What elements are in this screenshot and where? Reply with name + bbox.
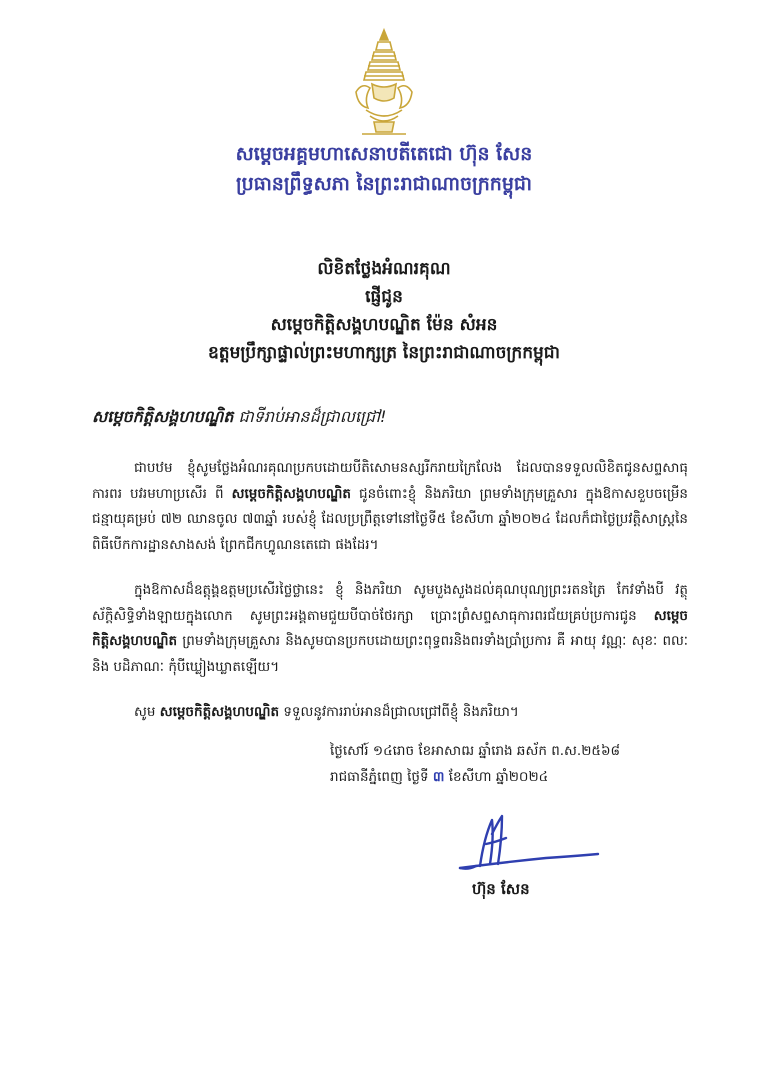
salutation-rest: ជាទីរាប់អានដ៏ជ្រាលជ្រៅ!: [233, 407, 387, 426]
letter-title: លិខិតថ្លែងអំណរគុណ: [317, 259, 451, 279]
handwritten-signature-icon: [446, 808, 606, 878]
body-paragraph-1: [92, 456, 688, 558]
p1-recipient: សម្តេចកិត្តិសង្គហបណ្ឌិត: [231, 485, 351, 502]
handwritten-day: ៣: [432, 769, 445, 785]
p3-text-a: សូម: [134, 704, 160, 720]
recipient-name: សម្តេចកិត្តិសង្គហបណ្ឌិត ម៉ែន សំអន: [270, 315, 498, 335]
body-paragraph-3: [92, 700, 688, 726]
place-date: [330, 768, 690, 788]
signer-name: ហ៊ុន សែន: [472, 880, 530, 898]
salutation: [92, 406, 692, 430]
sender-title: សម្តេចអគ្គមហាសេនាបតីតេជោ ហ៊ុន សែន: [235, 143, 533, 165]
recipient-position: ឧត្តមប្រឹក្សាផ្ទាល់ព្រះមហាក្សត្រ នៃព្រះរាជាណាចក្រកម្ពុជា: [208, 343, 560, 363]
p2-text-b: ព្រមទាំងក្រុមគ្រួសារ និងសូមបានប្រកបដោយព្រះពុទ្ធពរនិងពរទាំងប្រាំប្រការ គឺ អាយុ វណ្ណៈ សុខៈ ពលៈ និង បដិភាណៈ កុំបីឃ្លៀងឃ្លាតឡើយ។: [92, 633, 688, 675]
letter-addressed-to: ផ្ញើជូន: [365, 287, 403, 307]
sender-position: ប្រធានព្រឹទ្ធសភា នៃព្រះរាជាណាចក្រកម្ពុជា: [236, 173, 532, 195]
p1-text-b: ជូនចំពោះខ្ញុំ និងភរិយា ព្រមទាំងក្រុមគ្រួសារ ក្នុងឱកាសខួបចម្រើនជន្មាយុគម្រប់ ៧២ ឈានចូល ៧៣ឆ្នាំ របស់ខ្ញុំ ដែលប្រព្រឹត្តទៅនៅថ្ងៃទី៥ ខែសីហា ឆ្នាំ២០២៤ ដែលក៏ជាថ្ងៃប្រវត្តិសាស្ត្រនៃពិធីបើកការដ្ឋានសាងសង់ ព្រែកជីកហ្វូណនតេជោ ផងដែរ។: [92, 485, 688, 553]
place-date-suffix: ខែសីហា ឆ្នាំ២០២៤: [444, 769, 549, 785]
p2-recipient: សម្តេចកិត្តិសង្គហបណ្ឌិត: [92, 607, 688, 649]
royal-emblem-icon: [352, 26, 416, 138]
salutation-recipient: សម្តេចកិត្តិសង្គហបណ្ឌិត: [92, 407, 234, 426]
p3-text-b: ទទួលនូវការរាប់អានដ៏ជ្រាលជ្រៅពីខ្ញុំ និងភរិយា។: [279, 704, 519, 720]
p3-recipient: សម្តេចកិត្តិសង្គហបណ្ឌិត: [159, 704, 280, 720]
place-date-prefix: រាជធានីភ្នំពេញ ថ្ងៃទី: [330, 769, 433, 785]
p1-text-a: ជាបឋម ខ្ញុំសូមថ្លែងអំណរគុណប្រកបដោយបីតិសោមនស្សរីករាយក្រៃលែង ដែលបានទទួលលិខិតជូនសព្ទសាធុការពរ បវរមហាប្រសើរ ពី: [92, 460, 688, 502]
p2-text-a: ក្នុងឱកាសដ៏ឧត្តុង្គឧត្តមប្រសើរថ្លៃថ្លានេះ ខ្ញុំ និងភរិយា សូមបួងសួងដល់គុណបុណ្យព្រះរតនត្រៃ កែវទាំងបី វត្ថុស័ក្តិសិទ្ធិទាំងឡាយក្នុងលោក សូមព្រះអង្គតាមជួយបីបាច់ថែរក្សា ប្រោះព្រំសព្ទសាធុការពរជ័យគ្រប់ប្រការជូន: [92, 582, 688, 624]
lunar-date: ថ្ងៃសៅរ៍ ១៤រោច ខែអាសាឍ ឆ្នាំរោង ឆស័ក ព.ស.២៥៦៨: [330, 743, 621, 759]
body-paragraph-2: [92, 578, 688, 680]
